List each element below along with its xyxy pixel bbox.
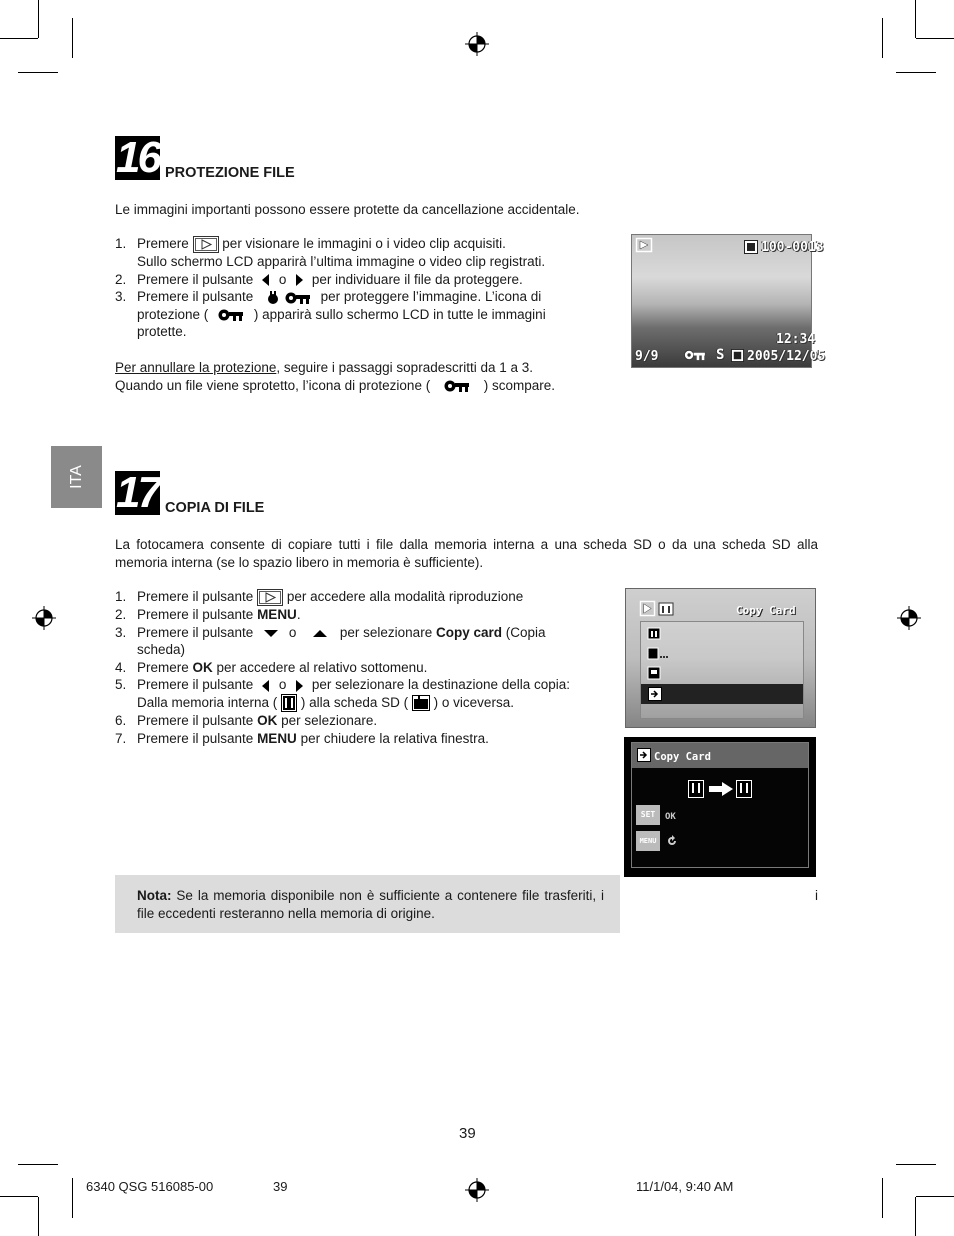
arrow-right-icon <box>708 781 734 797</box>
list-item: 6. Premere il pulsante OK per selezionare. <box>115 713 378 729</box>
list-item: 1. Premere per visionare le immagini o i video clip acquisiti. Sullo schermo LCD apparirà l’ultima immagine o video clip registrati. <box>115 236 546 269</box>
protect-key-icon <box>444 379 470 393</box>
lcd-menu-list <box>640 621 804 719</box>
memory-card-icon <box>731 349 744 362</box>
sd-card-icon <box>412 695 430 711</box>
crop-mark <box>18 1164 58 1165</box>
lcd-image-size: S <box>716 347 725 363</box>
list-item: 1. Premere il pulsante per accedere alla modalità riproduzione <box>115 589 524 604</box>
delete-file-icon <box>658 600 674 616</box>
delete-all-icon <box>647 646 669 660</box>
lcd-menu-button: MENU <box>636 831 660 851</box>
list-item: 4. Premere OK per accedere al relativo sottomenu. <box>115 659 428 675</box>
list-item: 2. Premere il pulsante MENU. <box>115 606 301 622</box>
playback-mode-icon <box>636 238 652 252</box>
section-title-protezione: PROTEZIONE FILE <box>165 165 295 181</box>
crop-mark <box>38 1197 39 1236</box>
note-text: Nota: Se la memoria disponibile non è sufficiente a contenere file trasferiti, i file eccedenti resteranno nella memoria di origine. <box>137 888 604 921</box>
list-item: 5. Premere il pulsante o per selezionare la destinazione della copia: Dalla memoria interna ( ) alla scheda SD ( ) o viceversa. <box>115 676 615 712</box>
crop-mark <box>882 18 883 58</box>
crop-mark <box>72 1178 73 1218</box>
lcd-copy-card-titlebar <box>632 743 808 768</box>
language-tab: ITA <box>51 446 102 508</box>
note-box <box>115 875 620 933</box>
down-arrow-icon <box>263 627 279 639</box>
section17-steps <box>115 588 615 748</box>
playback-button-icon <box>257 589 283 606</box>
crop-mark <box>18 72 58 73</box>
registration-mark-icon <box>465 32 489 56</box>
footer-page: 39 <box>273 1179 288 1194</box>
left-arrow-icon <box>259 679 273 693</box>
crop-mark <box>915 0 916 38</box>
lcd-copy-card-panel <box>631 742 809 868</box>
section-number-17: 17 <box>116 468 159 517</box>
internal-memory-icon <box>736 780 752 798</box>
left-arrow-icon <box>259 273 273 287</box>
lcd-menu-selected-row <box>641 684 803 704</box>
crop-mark <box>882 1178 883 1218</box>
playback-button-icon <box>193 236 219 253</box>
lcd-menu-title: Copy Card <box>736 604 796 617</box>
delete-icon <box>647 626 661 640</box>
crop-mark <box>916 1196 954 1197</box>
internal-memory-icon <box>688 780 704 798</box>
page-number: 39 <box>459 1125 476 1142</box>
crop-mark <box>72 18 73 58</box>
lcd-playback-screenshot <box>631 234 826 368</box>
lcd-menu-screenshot <box>625 588 816 728</box>
right-arrow-icon <box>292 679 306 693</box>
copy-card-icon <box>648 687 662 701</box>
crop-mark <box>38 0 39 38</box>
section17-intro: La fotocamera consente di copiare tutti i file dalla memoria interna a una scheda SD o da una scheda SD alla memoria interna (se lo spazio libero in memoria è sufficiente). <box>115 537 818 570</box>
section-number-16: 16 <box>116 133 159 182</box>
section-title-copia: COPIA DI FILE <box>165 500 265 516</box>
crop-mark <box>915 1197 916 1236</box>
lcd-ok-label: OK <box>665 812 676 822</box>
crop-mark <box>0 38 38 39</box>
registration-mark-icon <box>32 606 56 630</box>
footer-doc-id: 6340 QSG 516085-00 <box>86 1179 214 1194</box>
self-timer-icon <box>265 291 281 305</box>
protect-key-icon <box>218 308 244 322</box>
lcd-time: 12:34 <box>776 332 816 347</box>
lcd-file-number: 100-0013 <box>761 240 824 255</box>
registration-mark-icon <box>465 1178 489 1202</box>
lcd-copy-card-title: Copy Card <box>654 751 711 763</box>
playback-mode-icon <box>640 601 655 616</box>
return-icon <box>665 834 679 848</box>
registration-mark-icon <box>897 606 921 630</box>
copy-card-icon <box>637 748 651 762</box>
list-item: 3. Premere il pulsante per proteggere l’immagine. L’icona di protezione ( ) apparirà sullo schermo LCD in tutte le immagini protette. <box>115 289 546 340</box>
lcd-set-button: SET <box>636 805 660 825</box>
internal-memory-icon <box>281 694 297 712</box>
lcd-count: 9/9 <box>635 349 659 364</box>
crop-mark <box>896 1164 936 1165</box>
section16-intro: Le immagini importanti possono essere protette da cancellazione accidentale. <box>115 202 580 217</box>
protect-key-icon <box>285 291 311 305</box>
list-item: 7. Premere il pulsante MENU per chiudere la relativa finestra. <box>115 730 489 746</box>
memory-card-icon <box>744 240 758 254</box>
protect-key-icon <box>684 349 706 361</box>
slideshow-icon <box>647 666 661 680</box>
stray-text: i <box>815 888 818 903</box>
list-item: 3. Premere il pulsante o per selezionare Copy card (Copia scheda) <box>115 624 546 658</box>
crop-mark <box>0 1196 38 1197</box>
lcd-date: 2005/12/05 <box>747 349 826 364</box>
cancel-protection-text: Per annullare la protezione, seguire i passaggi sopradescritti da 1 a 3. Quando un file viene sprotetto, l’icona di protezione ( ) scompare. <box>115 360 556 393</box>
up-arrow-icon <box>312 627 328 639</box>
footer-datetime: 11/1/04, 9:40 AM <box>636 1179 734 1194</box>
list-item: 2. Premere il pulsante o per individuare il file da proteggere. <box>115 271 523 287</box>
section16-steps <box>115 235 595 341</box>
lcd-copy-card-screenshot <box>624 737 816 877</box>
crop-mark <box>916 38 954 39</box>
right-arrow-icon <box>292 273 306 287</box>
crop-mark <box>896 72 936 73</box>
